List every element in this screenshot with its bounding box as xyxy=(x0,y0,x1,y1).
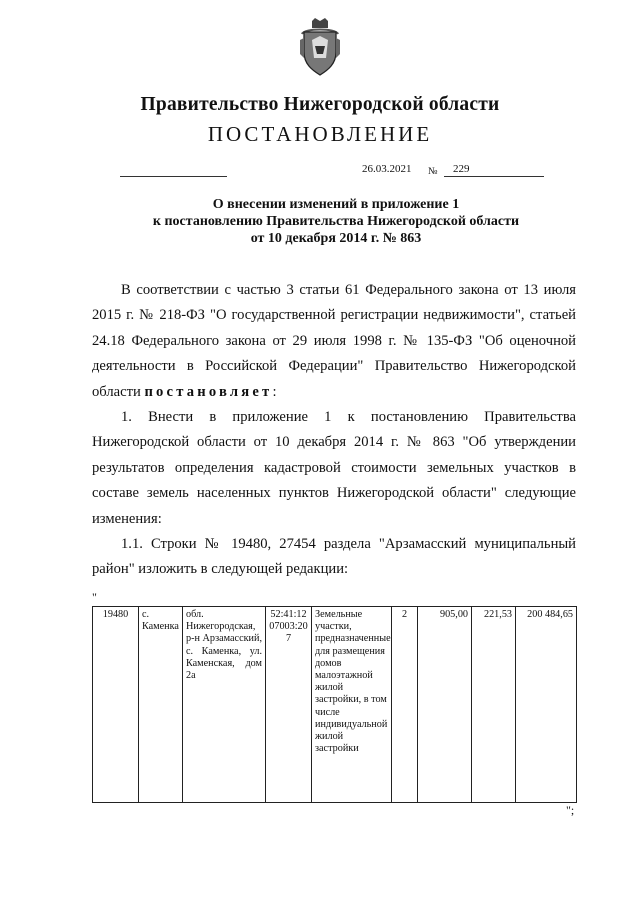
address-cell: обл. Нижегородская, р-н Арзамасский, с. Каменка, ул. Каменская, дом 2а xyxy=(183,607,266,803)
preamble-colon: : xyxy=(272,383,277,400)
document-type: ПОСТАНОВЛЕНИЕ xyxy=(207,122,433,146)
specific-value-cell: 221,53 xyxy=(472,607,516,803)
subject-line-1: О внесении изменений в приложение 1 xyxy=(212,197,460,212)
group-cell: 2 xyxy=(392,607,418,803)
table-row xyxy=(93,607,577,803)
decree-word: постановляет xyxy=(144,383,273,400)
preamble-text: В соответствии с частью 3 статьи 61 Федерального закона от 13 июля 2015 г. № 218-ФЗ "О государственной регистрации недвижимости", статьей 24.18 Федерального закона от 29 июля 1998 г. № 135-ФЗ "Об оценочной деятельности в Российской Федерации" Правительство Нижегородской области xyxy=(92,282,576,400)
cadastral-number-cell: 52:41:1207003:207 xyxy=(266,607,312,803)
preamble-paragraph xyxy=(92,278,576,405)
clause-1-paragraph: 1. Внести в приложение 1 к постановлению Правительства Нижегородской области от 10 декабря 2014 г. № 863 "Об утверждении результатов определения кадастровой стоимости земельных участков в составе земель населенных пунктов Нижегородской области" следующие изменения: xyxy=(92,409,576,527)
number-label: № xyxy=(428,166,438,177)
document-date: 26.03.2021 xyxy=(362,163,412,175)
table-open-quote: " xyxy=(92,590,97,604)
subject-line-2: к постановлению Правительства Нижегородской области xyxy=(152,214,520,229)
government-title: Правительство Нижегородской области xyxy=(140,94,500,115)
document-body xyxy=(92,278,576,583)
document-number: 229 xyxy=(453,163,470,175)
settlement-cell: с. Каменка xyxy=(139,607,183,803)
land-purpose-cell: Земельные участки, предназначенные для размещения домов малоэтажной жилой застройки, в том числе индивидуальной жилой застройки xyxy=(312,607,392,803)
table-close-quote: "; xyxy=(566,803,575,817)
row-number-cell: 19480 xyxy=(93,607,139,803)
number-line xyxy=(444,176,544,177)
coat-of-arms-icon xyxy=(298,18,342,78)
cadastral-value-cell: 200 484,65 xyxy=(516,607,577,803)
signature-date-line xyxy=(120,176,227,177)
subject-line-3: от 10 декабря 2014 г. № 863 xyxy=(250,231,422,246)
clause-1-1-paragraph: 1.1. Строки № 19480, 27454 раздела "Арзамасский муниципальный район" изложить в следующей редакции: xyxy=(92,536,576,578)
cadastral-table xyxy=(92,606,577,803)
document-subject xyxy=(0,196,640,247)
area-cell: 905,00 xyxy=(418,607,472,803)
